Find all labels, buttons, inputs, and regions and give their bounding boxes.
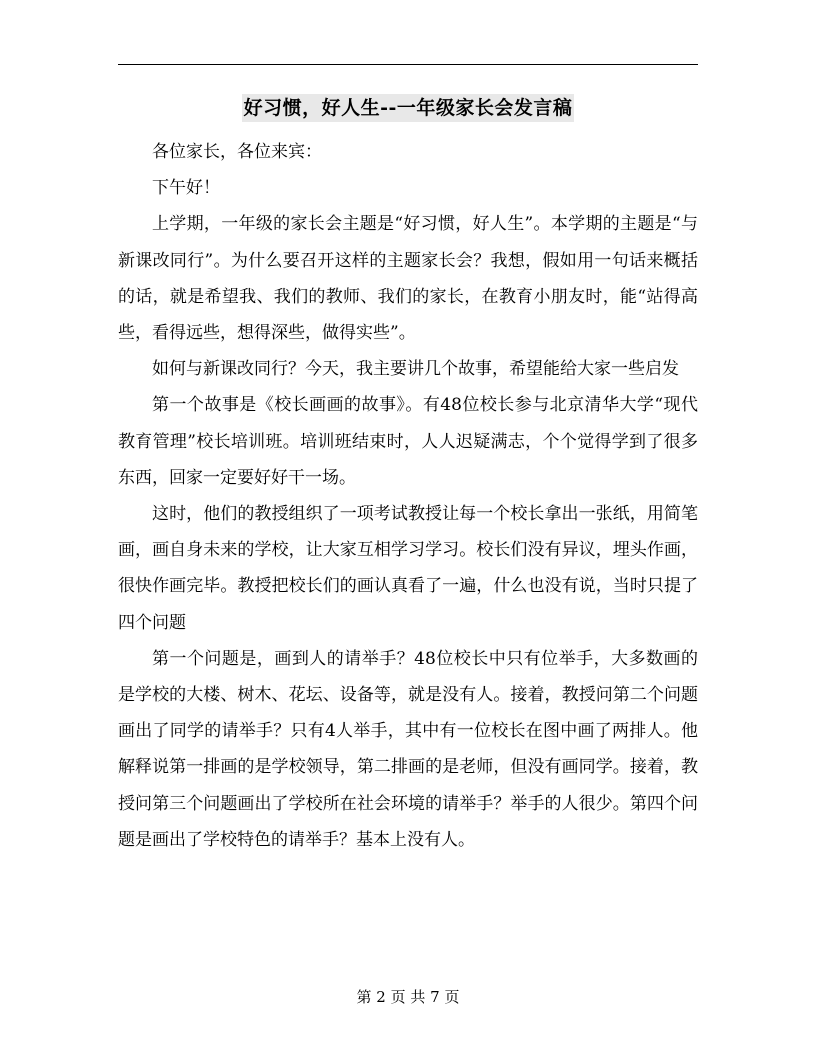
body-paragraph: 第一个问题是，画到人的请举手？48位校长中只有位举手，大多数画的是学校的大楼、树木、花坛、设备等，就是没有人。接着，教授问第二个问题画出了同学的请举手？只有4人举手，其中有一位校长在图中画了两排人。他解释说第一排画的是学校领导，第二排画的是老师，但没有画同学。接着，教授问第三个问题画出了学校所在社会环境的请举手？举手的人很少。第四个问题是画出了学校特色的请举手？基本上没有人。 bbox=[118, 648, 698, 850]
body-paragraph: 上学期，一年级的家长会主题是“好习惯，好人生”。本学期的主题是“与新课改同行”。为什么要召开这样的主题家长会？我想，假如用一句话来概括的话，就是希望我、我们的教师、我们的家长，在教育小朋友时，能“站得高些，看得远些，想得深些，做得实些”。 bbox=[118, 214, 698, 344]
salutation-paragraph: 各位家长，各位来宾： bbox=[152, 142, 322, 162]
header-rule bbox=[118, 64, 698, 65]
document-title: 好习惯，好人生--一年级家长会发言稿 bbox=[242, 94, 575, 122]
title-container bbox=[0, 94, 816, 122]
greeting-paragraph: 下午好！ bbox=[152, 178, 220, 199]
page-number-footer: 第 2 页 共 7 页 bbox=[356, 988, 460, 1006]
body-paragraph: 第一个故事是《校长画画的故事》。有48位校长参与北京清华大学“现代教育管理”校长培训班。培训班结束时，人人迟疑满志，个个觉得学到了很多东西，回家一定要好好干一场。 bbox=[118, 395, 698, 488]
document-body bbox=[118, 134, 698, 858]
body-paragraph: 如何与新课改同行？今天，我主要讲几个故事，希望能给大家一些启发 bbox=[152, 359, 679, 380]
body-paragraph: 这时，他们的教授组织了一项考试教授让每一个校长拿出一张纸，用简笔画，画自身未来的学校，让大家互相学习学习。校长们没有异议，埋头作画，很快作画完毕。教授把校长们的画认真看了一遍，什么也没有说，当时只提了四个问题 bbox=[118, 504, 698, 633]
